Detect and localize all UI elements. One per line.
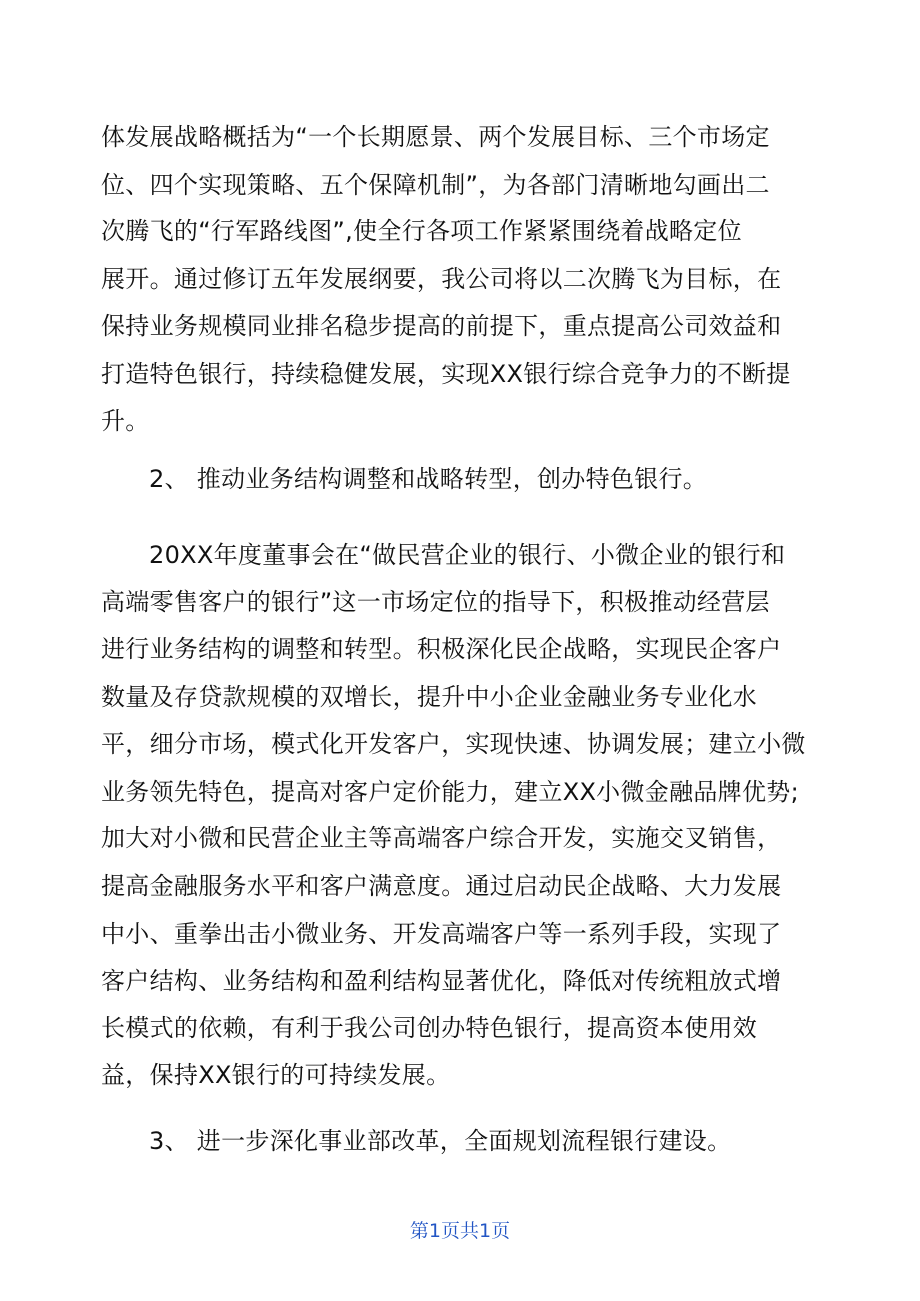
paragraph-2-line-10: 客户结构、业务结构和盈利结构显著优化，降低对传统粗放式增 — [101, 967, 782, 995]
paragraph-2-line-5: 平，细分市场，模式化开发客户，实现快速、协调发展；建立小微 — [101, 730, 806, 758]
paragraph-2-line-12: 益，保持XX银行的可持续发展。 — [101, 1061, 451, 1089]
paragraph-1-line-6: 打造特色银行，持续稳健发展，实现XX银行综合竞争力的不断提 — [101, 360, 791, 388]
paragraph-2-line-6: 业务领先特色，提高对客户定价能力，建立XX小微金融品牌优势; — [101, 778, 799, 806]
paragraph-2-line-1: 20XX年度董事会在“做民营企业的银行、小微企业的银行和 — [149, 541, 786, 569]
paragraph-2-line-3: 进行业务结构的调整和转型。积极深化民企战略，实现民企客户 — [101, 635, 782, 663]
page-number-footer: 第1页共1页 — [409, 1220, 511, 1242]
section-heading-2: 2、 推动业务结构调整和战略转型，创办特色银行。 — [149, 465, 708, 493]
paragraph-1-line-5: 保持业务规模同业排名稳步提高的前提下，重点提高公司效益和 — [101, 312, 782, 340]
paragraph-1-line-3: 次腾飞的“行军路线图”,使全行各项工作紧紧围绕着战略定位 — [101, 217, 742, 245]
paragraph-2-line-7: 加大对小微和民营企业主等高端客户综合开发，实施交叉销售， — [101, 824, 782, 852]
paragraph-1-line-2: 位、四个实现策略、五个保障机制”，为各部门清晰地勾画出二 — [101, 171, 770, 199]
paragraph-2-line-11: 长模式的依赖，有利于我公司创办特色银行，提高资本使用效 — [101, 1014, 758, 1042]
paragraph-2-line-9: 中小、重拳出击小微业务、开发高端客户等一系列手段，实现了 — [101, 920, 782, 948]
paragraph-1-line-4: 展开。通过修订五年发展纲要，我公司将以二次腾飞为目标，在 — [101, 265, 782, 293]
paragraph-2-line-8: 提高金融服务水平和客户满意度。通过启动民企战略、大力发展 — [101, 872, 782, 900]
section-heading-3: 3、 进一步深化事业部改革，全面规划流程银行建设。 — [149, 1127, 732, 1155]
paragraph-2-line-4: 数量及存贷款规模的双增长，提升中小企业金融业务专业化水 — [101, 683, 758, 711]
paragraph-1-line-1: 体发展战略概括为“一个长期愿景、两个发展目标、三个市场定 — [101, 123, 770, 151]
paragraph-2-line-2: 高端零售客户的银行”这一市场定位的指导下，积极推动经营层 — [101, 588, 770, 616]
paragraph-1-line-7: 升。 — [101, 407, 150, 435]
